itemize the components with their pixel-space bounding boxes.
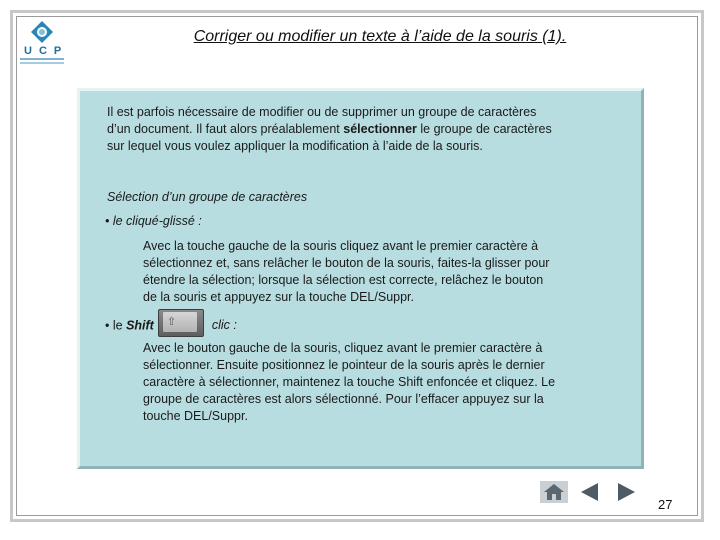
content-box: [77, 88, 644, 469]
paragraph-line: caractère à sélectionner, maintenez la touche Shift enfoncée et cliquez. Le: [143, 375, 556, 389]
intro-line: Il est parfois nécessaire de modifier ou de supprimer un groupe de caractères: [107, 105, 537, 119]
logo-caption-line: [20, 62, 64, 64]
previous-arrow-icon: [576, 481, 604, 503]
shift-key-image: [158, 309, 204, 337]
home-button[interactable]: [540, 481, 568, 503]
paragraph-line: de la souris et appuyez sur la touche DEL/Suppr.: [143, 290, 414, 304]
next-arrow-icon: [612, 481, 640, 503]
next-slide-button[interactable]: [612, 481, 640, 503]
drag-select-paragraph: [143, 238, 613, 306]
shift-click-paragraph: [143, 340, 613, 425]
shift-label: Shift: [126, 318, 154, 333]
paragraph-line: sélectionner. Ensuite positionnez le pointeur de la souris après le dernier: [143, 358, 545, 372]
intro-line: sur lequel vous voulez appliquer la modification à l’aide de la souris.: [107, 139, 483, 153]
ucp-logo-icon: [30, 20, 54, 44]
page-number: 27: [658, 497, 673, 512]
previous-slide-button[interactable]: [576, 481, 604, 503]
intro-bold-word: sélectionner: [343, 122, 417, 136]
logo-caption-line: [20, 58, 64, 60]
paragraph-line: étendre la sélection; lorsque la sélection est correcte, relâchez le bouton: [143, 273, 544, 287]
section-heading: Sélection d’un groupe de caractères: [107, 190, 308, 204]
ucp-logo: [18, 20, 69, 66]
logo-letters: UCP: [24, 45, 69, 57]
paragraph-line: Avec la touche gauche de la souris cliquez avant le premier caractère à: [143, 239, 539, 253]
intro-paragraph: [107, 104, 627, 155]
intro-line: le groupe de caractères: [416, 122, 552, 136]
shift-arrow-icon: ⇧: [163, 312, 197, 332]
slide-navigation: [540, 481, 640, 503]
bullet-shift-click: [105, 315, 237, 337]
bullet-prefix: • le: [105, 318, 127, 333]
bullet-drag-select: • le cliqué-glissé :: [105, 214, 202, 228]
paragraph-line: sélectionnez et, sans relâcher le bouton de la souris, faites-la glisser pour: [143, 256, 550, 270]
page-title: Corriger ou modifier un texte à l’aide de la souris (1).: [193, 28, 567, 45]
paragraph-line: Avec le bouton gauche de la souris, cliquez avant le premier caractère à: [143, 341, 543, 355]
paragraph-line: touche DEL/Suppr.: [143, 409, 248, 423]
intro-line: d’un document. Il faut alors préalablement: [107, 122, 344, 136]
paragraph-line: groupe de caractères est alors sélectionné. Pour l’effacer appuyez sur la: [143, 392, 544, 406]
click-label: clic :: [211, 318, 237, 333]
home-icon: [540, 481, 568, 503]
